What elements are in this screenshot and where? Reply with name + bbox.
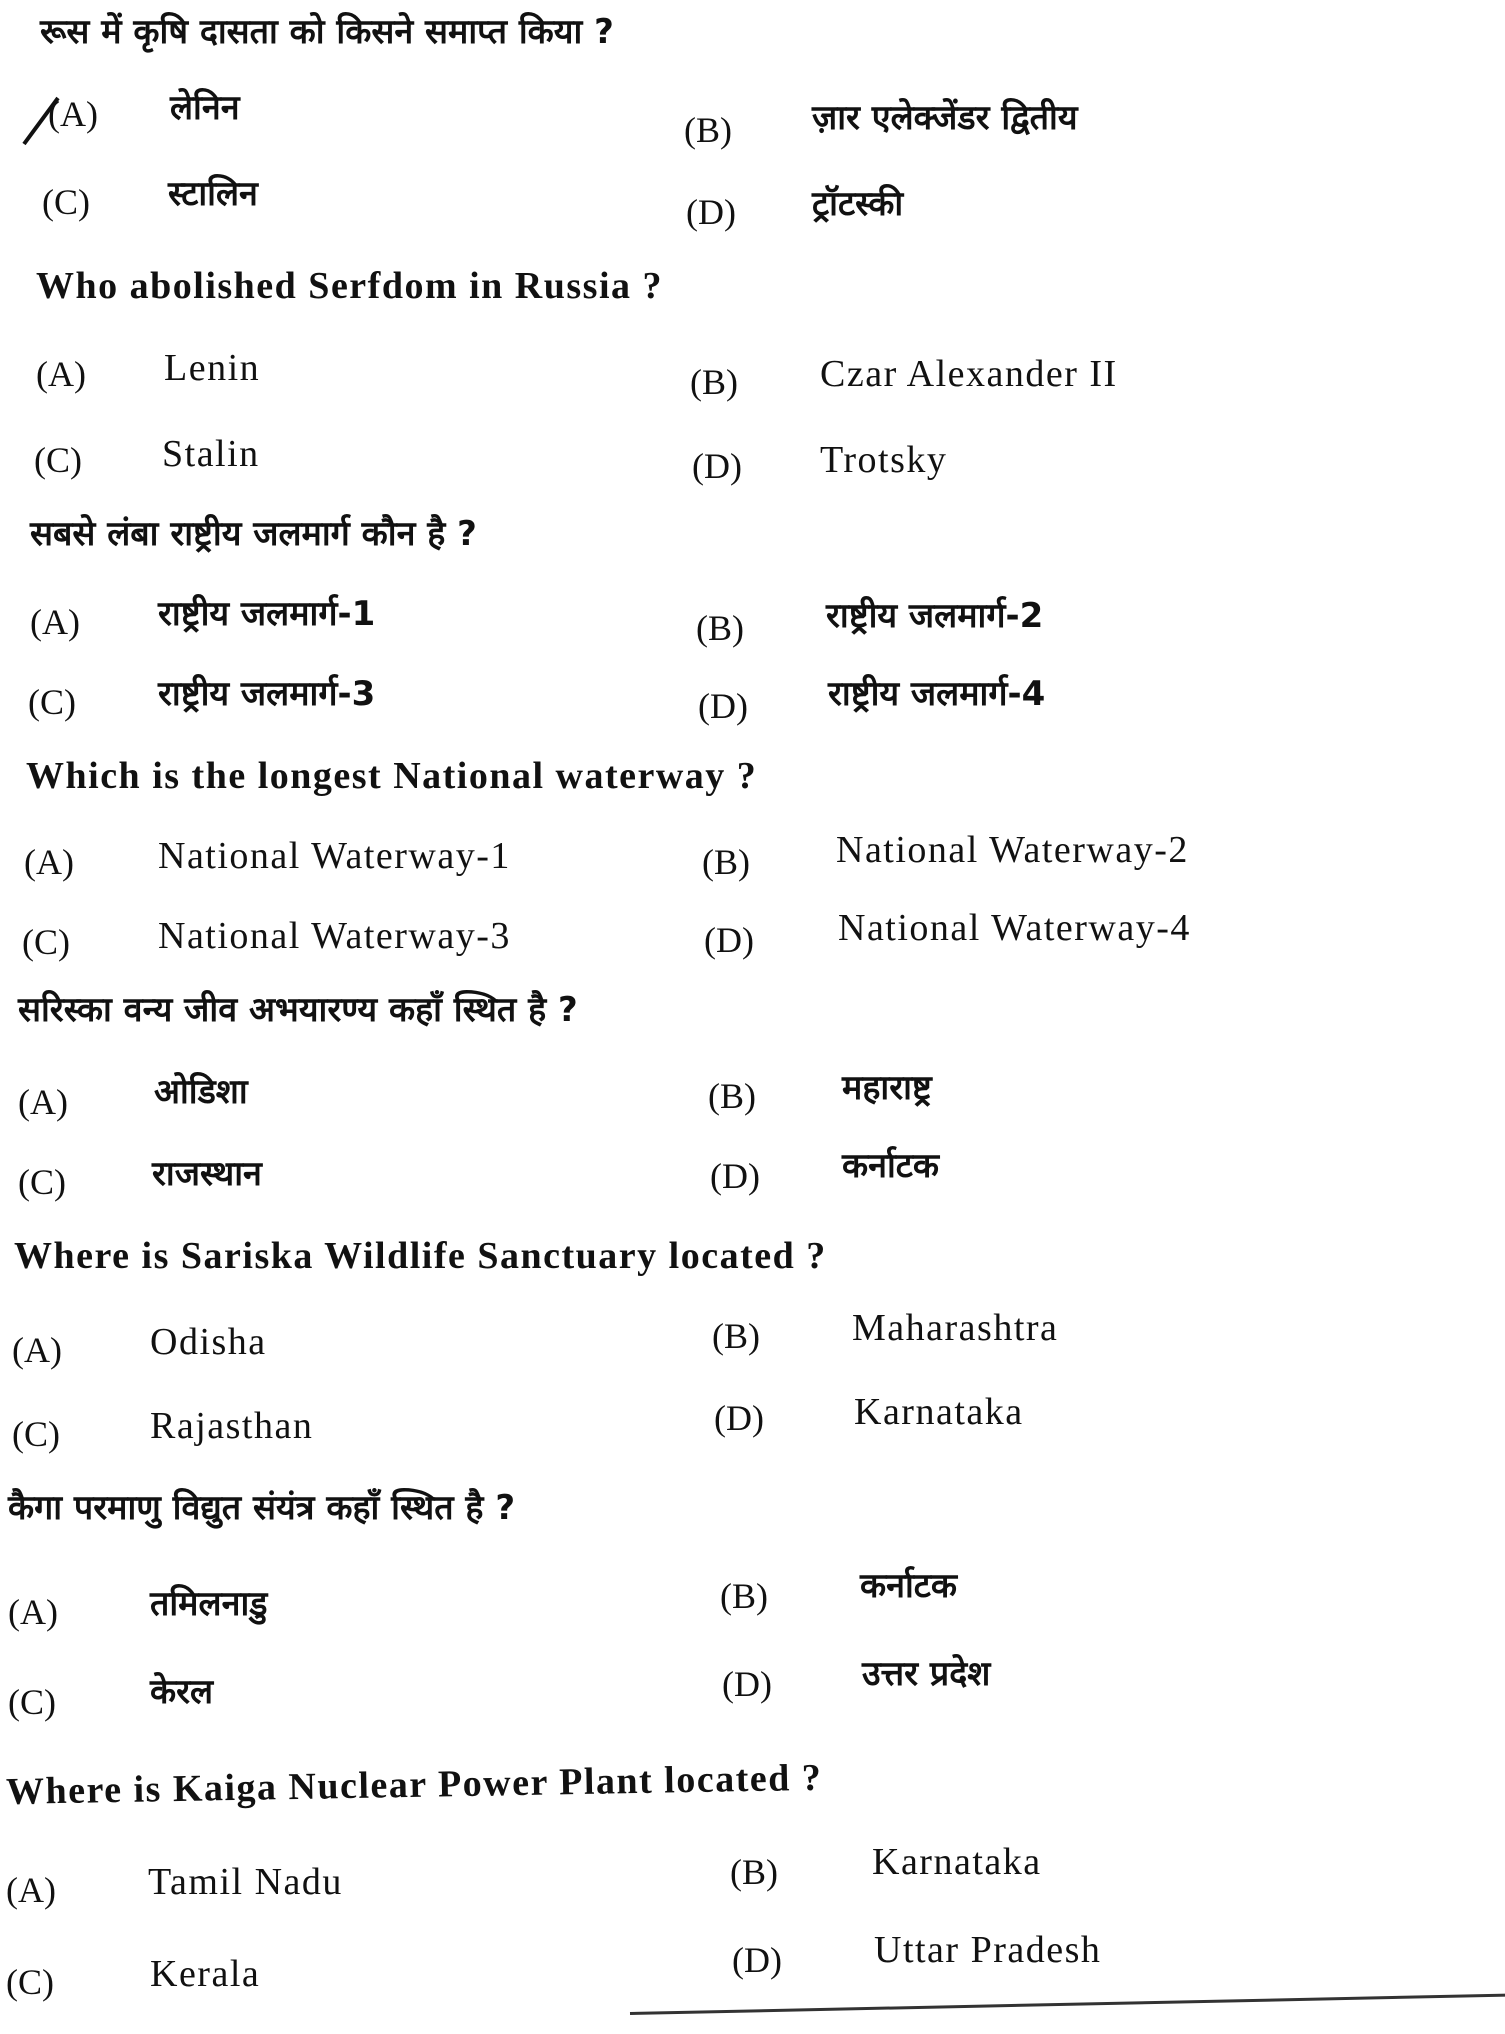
- option-label: (A): [48, 94, 98, 134]
- option-text: Karnataka: [872, 1841, 1042, 1883]
- option-text: Uttar Pradesh: [874, 1929, 1102, 1971]
- option-text: लेनिन: [170, 88, 240, 128]
- option-label: (B): [720, 1576, 768, 1616]
- option-text: Czar Alexander II: [820, 353, 1118, 395]
- option-label: (A): [8, 1592, 58, 1632]
- option-text: कर्नाटक: [842, 1146, 940, 1186]
- question-text: सबसे लंबा राष्ट्रीय जलमार्ग कौन है ?: [30, 514, 477, 554]
- option-label: (B): [696, 608, 744, 648]
- option-text: Kerala: [150, 1953, 261, 1995]
- option-label: (D): [722, 1664, 772, 1704]
- option-text: राष्ट्रीय जलमार्ग-2: [826, 596, 1044, 636]
- option-text: Stalin: [162, 433, 260, 475]
- footer-divider: [630, 1993, 1505, 2015]
- option-label: (D): [710, 1156, 760, 1196]
- option-text: राजस्थान: [152, 1154, 262, 1194]
- option-label: (D): [704, 920, 754, 960]
- option-text: Lenin: [164, 347, 261, 389]
- option-label: (C): [34, 440, 82, 480]
- option-text: ओडिशा: [154, 1072, 248, 1112]
- option-label: (C): [28, 682, 76, 722]
- option-text: Karnataka: [854, 1391, 1024, 1433]
- option-label: (A): [24, 842, 74, 882]
- option-label: (A): [6, 1870, 56, 1910]
- option-label: (D): [692, 446, 742, 486]
- question-text: Where is Sariska Wildlife Sanctuary located ?: [14, 1235, 827, 1277]
- option-label: (C): [42, 182, 90, 222]
- option-label: (B): [684, 110, 732, 150]
- option-label: (C): [8, 1682, 56, 1722]
- option-label: (C): [18, 1162, 66, 1202]
- option-text: National Waterway-3: [158, 915, 511, 957]
- option-label: (C): [12, 1414, 60, 1454]
- option-label: (C): [22, 922, 70, 962]
- option-label: (B): [712, 1316, 760, 1356]
- option-text: Tamil Nadu: [148, 1861, 343, 1903]
- question-text: सरिस्का वन्य जीव अभयारण्य कहाँ स्थित है ?: [18, 990, 578, 1030]
- option-label: (D): [686, 192, 736, 232]
- option-label: (A): [30, 602, 80, 642]
- option-label: (A): [12, 1330, 62, 1370]
- option-text: National Waterway-1: [158, 835, 511, 877]
- option-text: केरल: [150, 1672, 214, 1712]
- question-text: कैगा परमाणु विद्युत संयंत्र कहाँ स्थित है ?: [8, 1488, 516, 1528]
- option-text: Odisha: [150, 1321, 267, 1363]
- option-text: National Waterway-4: [838, 907, 1191, 949]
- option-label: (B): [708, 1076, 756, 1116]
- option-text: National Waterway-2: [836, 829, 1189, 871]
- option-text: कर्नाटक: [860, 1566, 958, 1606]
- option-text: Maharashtra: [852, 1307, 1059, 1349]
- option-text: ट्रॉटस्की: [812, 184, 904, 224]
- option-text: Trotsky: [820, 439, 948, 481]
- option-label: (D): [698, 686, 748, 726]
- option-text: तमिलनाडु: [150, 1584, 268, 1624]
- option-text: राष्ट्रीय जलमार्ग-4: [828, 674, 1046, 714]
- question-text: Which is the longest National waterway ?: [26, 755, 758, 797]
- question-text: Where is Kaiga Nuclear Power Plant located ?: [5, 1756, 823, 1813]
- option-text: Rajasthan: [150, 1405, 314, 1447]
- question-text: रूस में कृषि दासता को किसने समाप्त किया ?: [40, 12, 614, 52]
- question-text: Who abolished Serfdom in Russia ?: [36, 265, 664, 307]
- option-text: राष्ट्रीय जलमार्ग-1: [158, 594, 376, 634]
- option-label: (C): [6, 1962, 54, 2002]
- option-text: स्टालिन: [168, 174, 258, 214]
- option-text: ज़ार एलेक्जेंडर द्वितीय: [812, 98, 1078, 138]
- option-text: राष्ट्रीय जलमार्ग-3: [158, 674, 376, 714]
- option-label: (B): [690, 362, 738, 402]
- option-label: (B): [702, 842, 750, 882]
- option-label: (B): [730, 1852, 778, 1892]
- option-label: (A): [18, 1082, 68, 1122]
- option-text: उत्तर प्रदेश: [862, 1654, 991, 1694]
- option-text: महाराष्ट्र: [842, 1068, 932, 1108]
- option-label: (D): [732, 1940, 782, 1980]
- option-label: (D): [714, 1398, 764, 1438]
- option-label: (A): [36, 354, 86, 394]
